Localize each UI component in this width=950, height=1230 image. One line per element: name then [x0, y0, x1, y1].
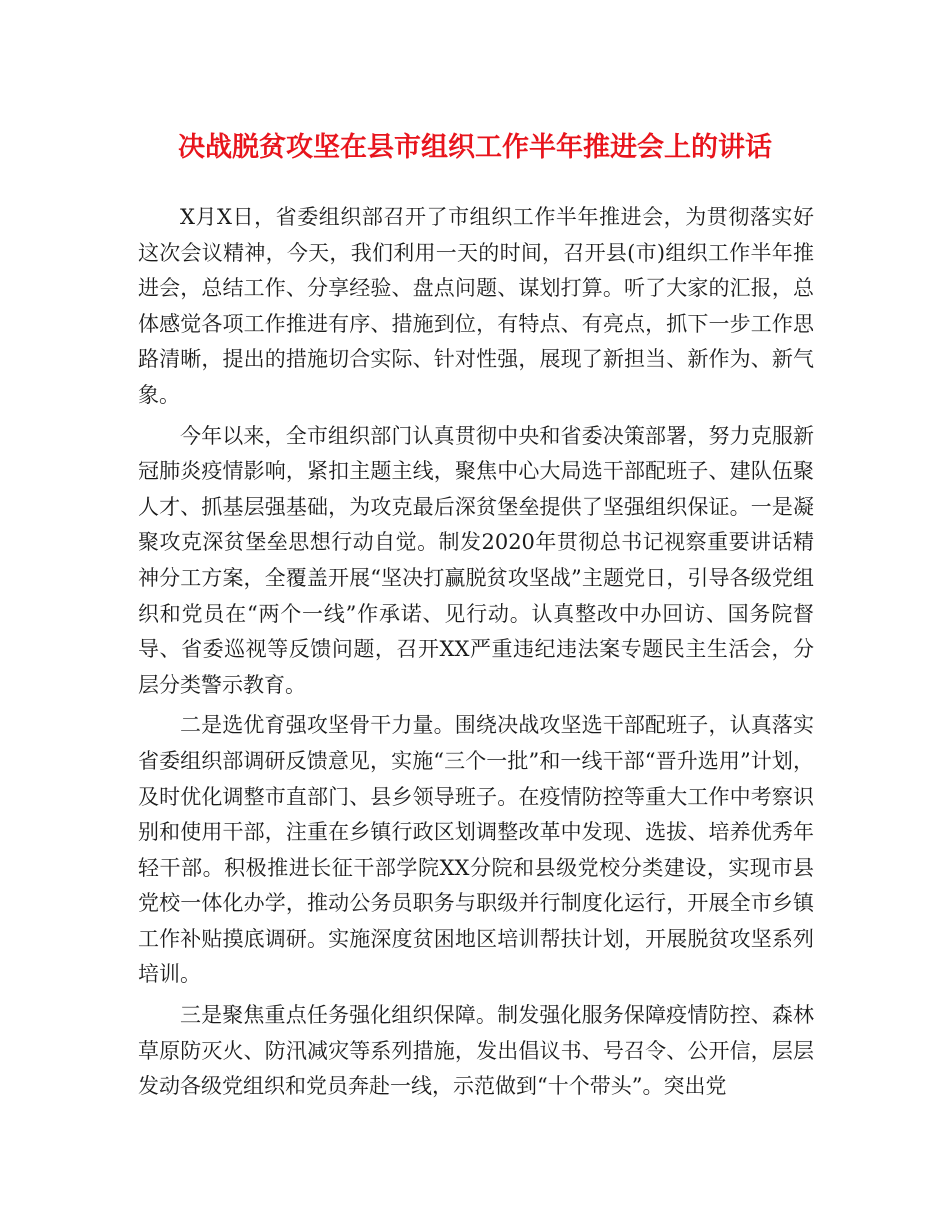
document-body: [138, 200, 814, 1110]
paragraph-3: 二是选优育强攻坚骨干力量。围绕决战攻坚选干部配班子，认真落实省委组织部调研反馈意见，实施“三个一批”和一线干部“晋升选用”计划，及时优化调整市直部门、县乡领导班子。在疫情防控等重大工作中考察识别和使用干部，注重在乡镇行政区划调整改革中发现、选拔、培养优秀年轻干部。积极推进长征干部学院XX分院和县级党校分类建设，实现市县党校一体化办学，推动公务员职务与职级并行制度化运行，开展全市乡镇工作补贴摸底调研。实施深度贫困地区培训帮扶计划，开展脱贫攻坚系列培训。: [138, 713, 814, 987]
paragraph-1: X月X日，省委组织部召开了市组织工作半年推进会，为贯彻落实好这次会议精神，今天，我们利用一天的时间，召开县(市)组织工作半年推进会，总结工作、分享经验、盘点问题、谋划打算。听了大家的汇报，总体感觉各项工作推进有序、措施到位，有特点、有亮点，抓下一步工作思路清晰，提出的措施切合实际、针对性强，展现了新担当、新作为、新气象。: [138, 205, 814, 407]
paragraph-2: 今年以来，全市组织部门认真贯彻中央和省委决策部署，努力克服新冠肺炎疫情影响，紧扣主题主线，聚焦中心大局选干部配班子、建队伍聚人才、抓基层强基础，为攻克最后深贫堡垒提供了坚强组织保证。一是凝聚攻克深贫堡垒思想行动自觉。制发2020年贯彻总书记视察重要讲话精神分工方案，全覆盖开展“坚决打赢脱贫攻坚战”主题党日，引导各级党组织和党员在“两个一线”作承诺、见行动。认真整改中办回访、国务院督导、省委巡视等反馈问题，召开XX严重违纪违法案专题民主生活会，分层分类警示教育。: [138, 423, 814, 697]
document-title: 决战脱贫攻坚在县市组织工作半年推进会上的讲话: [178, 132, 772, 163]
paragraph-4: 三是聚焦重点任务强化组织保障。制发强化服务保障疫情防控、森林草原防灭火、防汛减灾等系列措施，发出倡议书、号召令、公开信，层层发动各级党组织和党员奔赴一线，示范做到“十个带头”。突出党: [138, 1003, 814, 1099]
